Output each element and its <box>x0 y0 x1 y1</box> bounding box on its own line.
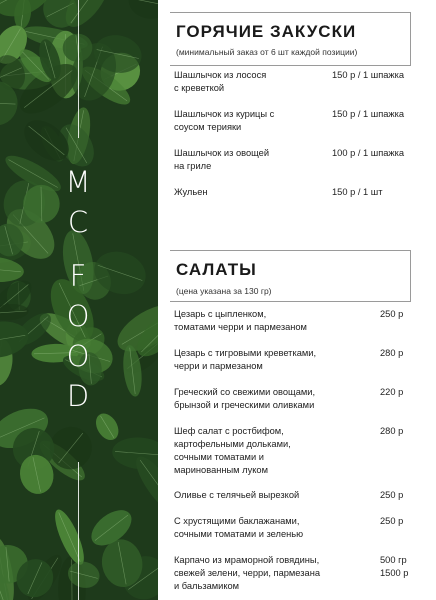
item-price: 250 р <box>380 309 404 319</box>
item-name-line: картофельными дольками, <box>174 439 291 449</box>
item-price: 250 р <box>380 516 404 526</box>
item-name-line: Цезарь с цыпленком, <box>174 309 267 319</box>
item-name-line: Шашлычок из курицы с <box>174 109 275 119</box>
item-name-line: Цезарь с тигровыми креветками, <box>174 348 317 358</box>
brand-letter: M <box>65 165 91 199</box>
hot-snacks-title: ГОРЯЧИЕ ЗАКУСКИ <box>176 22 357 41</box>
item-price: 280 р <box>380 348 404 358</box>
item-name-line: свежей зелени, черри, пармезана <box>174 568 321 578</box>
item-name-line: С хрустящими баклажанами, <box>174 516 300 526</box>
hot-snacks-note: (минимальный заказ от 6 шт каждой позиции) <box>176 47 358 57</box>
item-name-line: Греческий со свежими овощами, <box>174 387 316 397</box>
item-name-line: Оливье с телячьей вырезкой <box>174 490 300 500</box>
item-name-line: сочными томатами и <box>174 452 264 462</box>
item-name-line: на гриле <box>174 161 212 171</box>
item-name-line: томатами черри и пармезаном <box>174 322 307 332</box>
brand-letter: O <box>66 339 90 373</box>
item-name-line: соусом терияки <box>174 122 242 132</box>
item-price: 280 р <box>380 426 404 436</box>
item-name-line: с креветкой <box>174 83 225 93</box>
item-name-line: Шашлычок из овощей <box>174 148 270 158</box>
menu-content <box>158 0 436 600</box>
item-price: 150 р / 1 шпажка <box>332 109 405 119</box>
brand-letter: C <box>67 205 89 239</box>
item-name-line: Жульен <box>174 187 208 197</box>
leaf-background <box>0 0 158 600</box>
item-price: 150 р / 1 шт <box>332 187 383 197</box>
item-name-line: Шеф салат с ростбифом, <box>174 426 284 436</box>
item-name-line: Карпачо из мраморной говядины, <box>174 555 320 565</box>
item-price: 250 р <box>380 490 404 500</box>
item-name-line: и бальзамиком <box>174 581 240 591</box>
salads-note: (цена указана за 130 гр) <box>176 286 272 296</box>
salads-title: САЛАТЫ <box>176 260 257 279</box>
brand-letter: F <box>69 259 87 293</box>
brand-logo <box>58 162 98 416</box>
brand-letter: D <box>66 379 90 413</box>
item-price <box>380 554 408 580</box>
item-name-line: Шашлычок из лосося <box>174 70 267 80</box>
item-price-line: 500 гр <box>380 555 407 565</box>
item-name-line: сочными томатами и зеленью <box>174 529 304 539</box>
brand-divider-top <box>78 0 79 138</box>
item-price: 100 р / 1 шпажка <box>332 148 405 158</box>
item-name-line: брынзой и греческими оливками <box>174 400 315 410</box>
item-price: 150 р / 1 шпажка <box>332 70 405 80</box>
brand-letter: O <box>66 299 90 333</box>
item-name-line: черри и пармезаном <box>174 361 263 371</box>
item-price: 220 р <box>380 387 404 397</box>
brand-divider-bottom <box>78 462 79 600</box>
item-name-line: маринованным луком <box>174 465 268 475</box>
item-price-line: 1500 р <box>380 568 409 578</box>
